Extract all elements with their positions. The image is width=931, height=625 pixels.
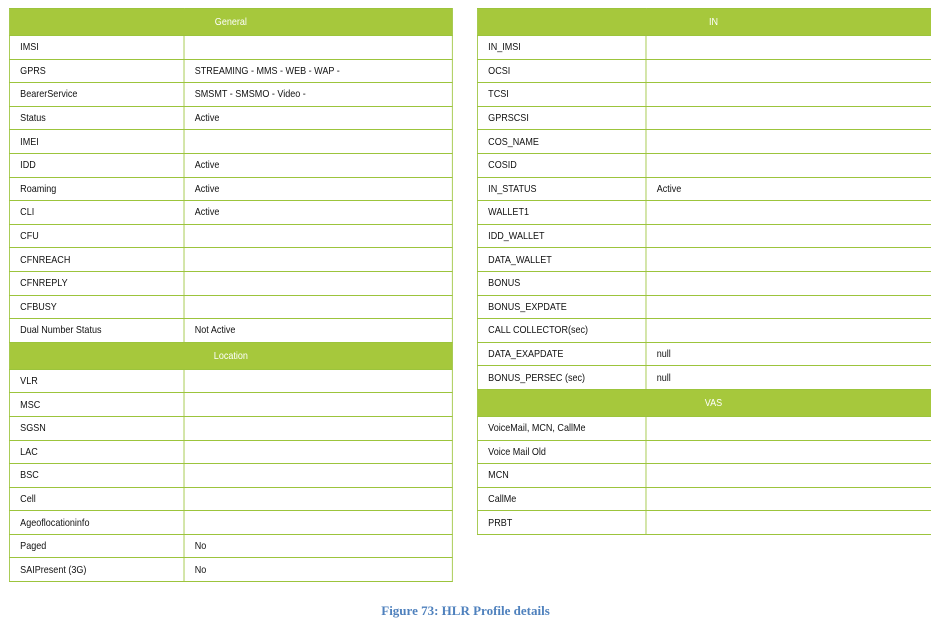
general-row xyxy=(9,153,452,177)
general-row-value xyxy=(184,224,452,248)
in-row xyxy=(477,224,931,248)
location-row-value xyxy=(184,487,452,511)
in-row xyxy=(477,248,931,272)
general-row-value xyxy=(184,271,452,295)
vas-row-label: CallMe xyxy=(477,487,646,511)
general-row-label: CFBUSY xyxy=(9,295,184,319)
location-row-value: No xyxy=(184,534,452,558)
in-row-value xyxy=(646,295,931,319)
location-row-value xyxy=(184,464,452,488)
general-row xyxy=(9,59,452,83)
general-row-label: BearerService xyxy=(9,83,184,107)
location-row-label: VLR xyxy=(9,369,184,393)
general-row-value xyxy=(184,36,452,60)
figure-caption: Figure 73: HLR Profile details xyxy=(381,603,550,618)
location-row-value xyxy=(184,369,452,393)
in-row-label: DATA_EXAPDATE xyxy=(477,342,646,366)
general-row-value xyxy=(184,295,452,319)
in-row-value xyxy=(646,201,931,225)
location-row-label: LAC xyxy=(9,440,184,464)
in-row-value xyxy=(646,224,931,248)
vas-row-value xyxy=(646,511,931,535)
location-row-value xyxy=(184,393,452,417)
in-row xyxy=(477,59,931,83)
general-row-value: Active xyxy=(184,153,452,177)
vas-row xyxy=(477,511,931,535)
location-row xyxy=(9,464,452,488)
general-row-label: Dual Number Status xyxy=(9,319,184,343)
location-row xyxy=(9,534,452,558)
in-row xyxy=(477,366,931,390)
location-header-row xyxy=(9,342,452,369)
general-row xyxy=(9,271,452,295)
general-row-value: Active xyxy=(184,201,452,225)
in-row-value xyxy=(646,36,931,60)
vas-row-label: Voice Mail Old xyxy=(477,440,646,464)
general-row-value xyxy=(184,248,452,272)
in-row-value: null xyxy=(646,366,931,390)
in-row-value xyxy=(646,106,931,130)
vas-row xyxy=(477,440,931,464)
location-row xyxy=(9,487,452,511)
general-row-value: Active xyxy=(184,106,452,130)
in-row xyxy=(477,201,931,225)
general-row-label: CFNREPLY xyxy=(9,271,184,295)
location-row xyxy=(9,369,452,393)
location-row-label: Ageoflocationinfo xyxy=(9,511,184,535)
in-row-label: IN_IMSI xyxy=(477,36,646,60)
location-row-value xyxy=(184,440,452,464)
in-row xyxy=(477,295,931,319)
in-row xyxy=(477,177,931,201)
in-row-value xyxy=(646,319,931,343)
in-row-label: DATA_WALLET xyxy=(477,248,646,272)
general-row-value: STREAMING - MMS - WEB - WAP - xyxy=(184,59,452,83)
in-row-label: GPRSCSI xyxy=(477,106,646,130)
location-row-value: No xyxy=(184,558,452,582)
in-section xyxy=(477,9,931,390)
general-row xyxy=(9,295,452,319)
location-row-value xyxy=(184,416,452,440)
location-header: Location xyxy=(9,342,452,369)
general-header: General xyxy=(9,9,452,36)
in-row xyxy=(477,319,931,343)
in-row-value: null xyxy=(646,342,931,366)
general-row-label: Roaming xyxy=(9,177,184,201)
general-row xyxy=(9,130,452,154)
in-header: IN xyxy=(477,9,931,36)
location-row-label: Cell xyxy=(9,487,184,511)
in-row xyxy=(477,342,931,366)
general-row-label: Status xyxy=(9,106,184,130)
general-row-value: SMSMT - SMSMO - Video - xyxy=(184,83,452,107)
vas-row xyxy=(477,464,931,488)
general-row xyxy=(9,248,452,272)
general-row xyxy=(9,319,452,343)
in-row-value xyxy=(646,130,931,154)
in-row xyxy=(477,83,931,107)
location-section xyxy=(9,342,452,581)
vas-row xyxy=(477,487,931,511)
vas-row-value xyxy=(646,416,931,440)
in-row xyxy=(477,36,931,60)
general-row-label: GPRS xyxy=(9,59,184,83)
general-section xyxy=(9,9,452,343)
in-row-value xyxy=(646,248,931,272)
in-row-value xyxy=(646,271,931,295)
location-row-value xyxy=(184,511,452,535)
in-row-label: BONUS_PERSEC (sec) xyxy=(477,366,646,390)
vas-row-value xyxy=(646,487,931,511)
general-row-label: CFU xyxy=(9,224,184,248)
in-row-label: IDD_WALLET xyxy=(477,224,646,248)
in-row-value: Active xyxy=(646,177,931,201)
in-header-row xyxy=(477,9,931,36)
location-row xyxy=(9,440,452,464)
in-row-label: IN_STATUS xyxy=(477,177,646,201)
location-row xyxy=(9,511,452,535)
in-row xyxy=(477,153,931,177)
location-row-label: MSC xyxy=(9,393,184,417)
location-row xyxy=(9,393,452,417)
location-row-label: SGSN xyxy=(9,416,184,440)
in-row-label: OCSI xyxy=(477,59,646,83)
location-row xyxy=(9,416,452,440)
vas-header: VAS xyxy=(477,389,931,416)
general-row xyxy=(9,106,452,130)
location-row xyxy=(9,558,452,582)
general-row-label: IMEI xyxy=(9,130,184,154)
general-row-value: Active xyxy=(184,177,452,201)
in-row-label: BONUS xyxy=(477,271,646,295)
in-row-label: COS_NAME xyxy=(477,130,646,154)
general-row xyxy=(9,201,452,225)
in-row-label: TCSI xyxy=(477,83,646,107)
in-row-value xyxy=(646,153,931,177)
left-profile-table xyxy=(9,8,453,582)
general-row xyxy=(9,177,452,201)
location-row-label: SAIPresent (3G) xyxy=(9,558,184,582)
general-row-label: IDD xyxy=(9,153,184,177)
in-row xyxy=(477,106,931,130)
vas-row-value xyxy=(646,464,931,488)
general-header-row xyxy=(9,9,452,36)
vas-row-label: PRBT xyxy=(477,511,646,535)
general-row-label: CFNREACH xyxy=(9,248,184,272)
general-row-label: CLI xyxy=(9,201,184,225)
in-row-label: BONUS_EXPDATE xyxy=(477,295,646,319)
in-row-label: COSID xyxy=(477,153,646,177)
vas-row-value xyxy=(646,440,931,464)
general-row xyxy=(9,224,452,248)
in-row-value xyxy=(646,83,931,107)
general-row xyxy=(9,36,452,60)
general-row-value: Not Active xyxy=(184,319,452,343)
vas-section xyxy=(477,389,931,534)
general-row-label: IMSI xyxy=(9,36,184,60)
general-row xyxy=(9,83,452,107)
vas-header-row xyxy=(477,389,931,416)
location-row-label: Paged xyxy=(9,534,184,558)
in-row-label: WALLET1 xyxy=(477,201,646,225)
general-row-value xyxy=(184,130,452,154)
vas-row-label: VoiceMail, MCN, CallMe xyxy=(477,416,646,440)
in-row-value xyxy=(646,59,931,83)
in-row-label: CALL COLLECTOR(sec) xyxy=(477,319,646,343)
location-row-label: BSC xyxy=(9,464,184,488)
right-profile-table xyxy=(477,8,931,535)
in-row xyxy=(477,271,931,295)
in-row xyxy=(477,130,931,154)
vas-row xyxy=(477,416,931,440)
vas-row-label: MCN xyxy=(477,464,646,488)
